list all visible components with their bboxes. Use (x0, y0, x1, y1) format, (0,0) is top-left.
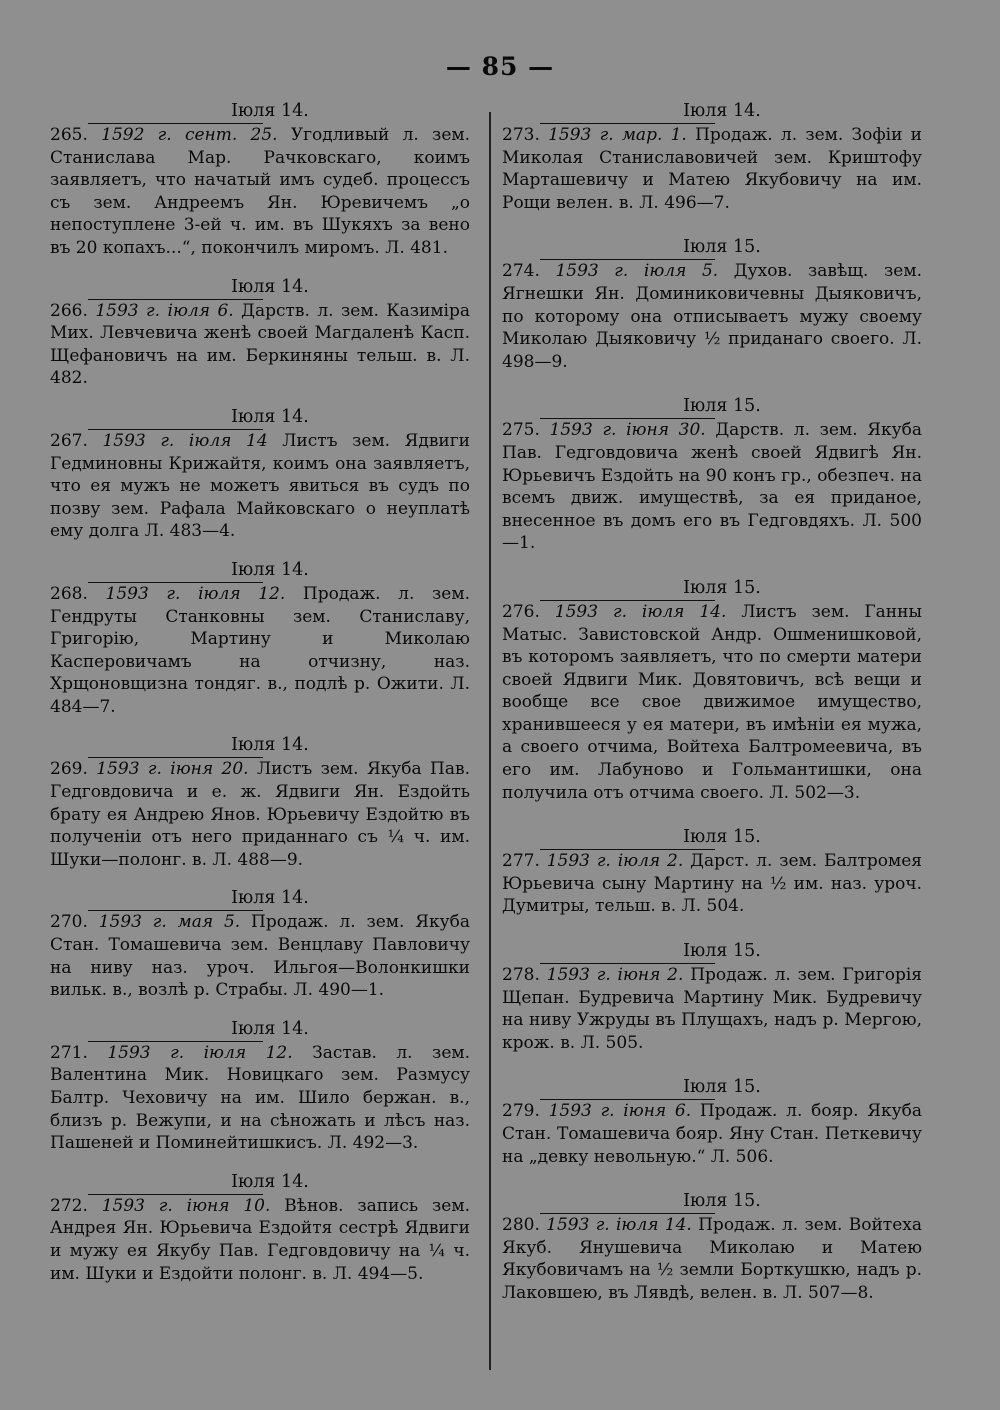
entry-date-heading (502, 826, 922, 849)
entry-body (502, 1100, 922, 1168)
entry-text: Продаж. л. зем. Зофіи и Миколая Станиславовичей зем. Криштофу Марташевичу и Матею Якубовичу на им. Рощи велен. в. Л. 496—7. (502, 125, 923, 213)
register-entry (50, 1018, 470, 1155)
entry-document-date: 1593 г. іюня 20. (96, 759, 249, 780)
entry-document-date: 1593 г. іюля 6. (95, 300, 234, 321)
entry-document-date: 1593 г. іюня 30. (549, 420, 706, 441)
entry-body (50, 583, 470, 719)
entry-body (502, 419, 922, 555)
entry-text: Вѣнов. запись зем. Андрея Ян. Юрьевича Ездойтя сестрѣ Ядвиги и мужу ея Якубу Пав. Гедговдовичу на ¼ ч. им. Шуки и Ездойти полонг. в. Л. 494—5. (50, 1195, 470, 1284)
entry-number: 272. (50, 1195, 88, 1216)
register-entry (50, 100, 470, 260)
entry-body (502, 601, 922, 804)
register-entry (502, 940, 922, 1054)
entry-number: 268. (50, 583, 88, 604)
entry-document-date: 1592 г. сент. 25. (101, 125, 278, 145)
entry-document-date: 1593 г. іюля 5. (555, 261, 719, 282)
entry-body (502, 964, 922, 1054)
register-entry (50, 1171, 470, 1285)
entry-text: Листъ зем. Якуба Пав. Гедговдовича и е. ж. Ядвиги Ян. Ездойть брату ея Андрею Янов. Юрьевичу Ездойтю въ полученіи отъ него приданнаго съ ¼ ч. им. Шуки—полонг. в. Л. 488—9. (50, 759, 470, 870)
entry-number: 270. (50, 912, 88, 933)
entry-date-heading (502, 577, 922, 600)
entry-text: Листъ зем. Ганны Матыс. Завистовской Андр. Ошменишковой, въ которомъ заявляетъ, что по смерти матери своей Ядвиги Мик. Довятовичъ, всѣ вещи и вообще все свое движимое имущество, хранившееся у ея матери, въ имѣніи ея мужа, а своего отчима, Войтеха Балтромеевича, въ его им. Лабуново и Гольмантишки, она получила отъ отчима своего. Л. 502—3. (502, 601, 922, 803)
entry-document-date: 1593 г. іюня 10. (101, 1195, 271, 1216)
entry-date-heading (50, 100, 470, 123)
entry-date-heading (50, 276, 470, 299)
entry-heading-text: Іюля 15. (683, 237, 761, 258)
entry-number: 273. (502, 125, 540, 145)
entry-heading-text: Іюля 14. (231, 559, 309, 580)
register-entry (50, 887, 470, 1001)
entry-body (50, 758, 470, 871)
entry-document-date: 1593 г. іюля 12. (107, 1042, 293, 1063)
entry-document-date: 1593 г. мар. 1. (548, 125, 687, 145)
entry-date-heading (502, 1190, 922, 1213)
register-entry (502, 236, 922, 373)
entry-document-date: 1593 г. іюля 2. (546, 851, 684, 872)
entry-document-date: 1593 г. мая 5. (98, 912, 241, 933)
entry-date-heading (502, 395, 922, 418)
entry-number: 265. (50, 125, 88, 145)
entry-document-date: 1593 г. іюля 14 (102, 430, 268, 451)
entry-body (50, 430, 470, 543)
entry-text: Угодливый л. зем. Станислава Мар. Рачковскаго, коимъ заявляетъ, что начатый имъ судеб. процессъ съ зем. Андреемъ Ян. Юревичемъ „о непоступлене 3-ей ч. им. въ Шукяхъ за вено въ 20 копахъ...“, покончилъ миромъ. Л. 481. (50, 125, 471, 258)
entry-date-heading (50, 559, 470, 582)
entry-date-heading (50, 1018, 470, 1041)
entry-body (50, 300, 470, 390)
entry-date-heading (502, 236, 922, 259)
column-divider (489, 112, 491, 1370)
entry-text: Листъ зем. Ядвиги Гедминовны Крижайтя, коимъ она заявляетъ, что ея мужъ не можетъ явиться въ судъ по позву зем. Рафала Майковскаго о неуплатѣ ему долга Л. 483—4. (50, 430, 470, 542)
register-entry (502, 826, 922, 918)
right-column (502, 100, 922, 1305)
entry-text: Духов. завѣщ. зем. Ягнешки Ян. Доминиковичевны Дыяковичъ, по которому она отписываетъ мужу своему Миколаю Дыяковичу ½ приданаго своего. Л. 498—9. (502, 261, 922, 372)
entry-date-heading (502, 940, 922, 963)
entry-heading-text: Іюля 15. (683, 577, 761, 598)
entry-heading-text: Іюля 14. (231, 888, 309, 909)
entry-document-date: 1593 г. іюля 12. (105, 583, 286, 604)
entry-document-date: 1593 г. іюня 6. (548, 1101, 692, 1122)
left-column (50, 100, 470, 1285)
entry-heading-text: Іюля 15. (683, 941, 761, 962)
entry-text: Дарств. л. зем. Якуба Пав. Гедговдовича женѣ своей Ядвигѣ Ян. Юрьевичъ Ездойть на 90 конъ гр., обезпеч. на всемъ движ. имуществѣ, за ея приданое, внесенное въ домъ его въ Гедговдяхъ. Л. 500—1. (502, 420, 922, 554)
entry-document-date: 1593 г. іюля 14. (546, 1215, 692, 1236)
entry-text: Продаж. л. зем. Гендруты Станковны зем. Станиславу, Григорію, Мартину и Миколаю Касперовичамъ на отчизну, наз. Хрщоновщизна тондяг. в., подлѣ р. Ожити. Л. 484—7. (50, 583, 470, 717)
register-entry (502, 395, 922, 555)
entry-body (50, 1195, 470, 1285)
entry-text: Продаж. л. зем. Войтеха Якуб. Янушевича Миколаю и Матею Якубовичамъ на ½ земли Борткушкю, надъ р. Лаковшею, въ Лявдѣ, велен. в. Л. 507—8. (502, 1215, 922, 1303)
register-entry (50, 276, 470, 390)
register-entry (50, 406, 470, 543)
register-entry (50, 559, 470, 719)
entry-text: Дарств. л. зем. Казиміра Мих. Левчевича женѣ своей Магдаленѣ Касп. Щефановичъ на им. Беркиняны тельш. в. Л. 482. (50, 300, 470, 389)
entry-body (50, 1042, 470, 1155)
entry-date-heading (50, 406, 470, 429)
entry-date-heading (50, 734, 470, 757)
entry-heading-text: Іюля 14. (231, 1171, 309, 1192)
entry-heading-text: Іюля 15. (683, 827, 761, 848)
entry-body (502, 850, 922, 918)
entry-body (502, 1214, 922, 1304)
entry-heading-text: Іюля 14. (231, 406, 309, 427)
entry-number: 271. (50, 1042, 88, 1063)
entry-number: 266. (50, 300, 88, 321)
entry-document-date: 1593 г. іюля 14. (554, 601, 727, 622)
register-entry (502, 100, 922, 214)
entry-date-heading (50, 1171, 470, 1194)
entry-number: 276. (502, 601, 540, 622)
entry-text: Застав. л. зем. Валентина Мик. Новицкаго зем. Размусу Балтр. Чеховичу на им. Шило бержан. в., близъ р. Вежупи, и на сѣножать и лѣсъ наз. Пашеней и Поминейтишкисъ. Л. 492—3. (50, 1042, 471, 1154)
entry-number: 278. (502, 965, 540, 986)
entry-body (50, 124, 470, 260)
entry-heading-text: Іюля 14. (231, 735, 309, 756)
entry-text: Продаж. л. зем. Григорія Щепан. Будревича Мартину Мик. Будревичу на ниву Ужруды въ Плущахъ, надъ р. Мергою, крож. в. Л. 505. (502, 965, 923, 1053)
entry-body (502, 124, 922, 214)
entry-heading-text: Іюля 14. (231, 101, 309, 121)
entry-number: 274. (502, 261, 540, 282)
entry-heading-text: Іюля 14. (683, 101, 761, 121)
entry-number: 280. (502, 1215, 540, 1236)
entry-document-date: 1593 г. іюня 2. (546, 965, 684, 986)
register-entry (502, 1076, 922, 1168)
entry-heading-text: Іюля 14. (231, 276, 309, 297)
entry-number: 267. (50, 430, 88, 451)
register-entry (50, 734, 470, 871)
entry-text: Продаж. л. зем. Якуба Стан. Томашевича зем. Венцлаву Павловичу на ниву наз. уроч. Ильгоя—Волонкишки вильк. в., возлѣ р. Страбы. Л. 490—1. (50, 912, 470, 1001)
entry-body (502, 260, 922, 373)
entry-heading-text: Іюля 15. (683, 1077, 761, 1098)
entry-text: Дарст. л. зем. Балтромея Юрьевича сыну Мартину на ½ им. наз. уроч. Думитры, тельш. в. Л. 504. (502, 851, 922, 917)
entry-number: 279. (502, 1101, 540, 1122)
entry-date-heading (50, 887, 470, 910)
register-entry (502, 577, 922, 804)
entry-heading-text: Іюля 15. (683, 396, 761, 417)
entry-number: 269. (50, 759, 88, 780)
entry-date-heading (502, 1076, 922, 1099)
entry-heading-text: Іюля 15. (683, 1191, 761, 1212)
entry-text: Продаж. л. бояр. Якуба Стан. Томашевича бояр. Яну Стан. Петкевичу на „девку невольную.“ Л. 506. (502, 1101, 923, 1167)
page-number: — 85 — (445, 52, 555, 81)
entry-number: 277. (502, 851, 540, 872)
entry-body (50, 911, 470, 1001)
entry-number: 275. (502, 420, 540, 441)
entry-heading-text: Іюля 14. (231, 1018, 309, 1039)
register-entry (502, 1190, 922, 1304)
entry-date-heading (502, 100, 922, 123)
